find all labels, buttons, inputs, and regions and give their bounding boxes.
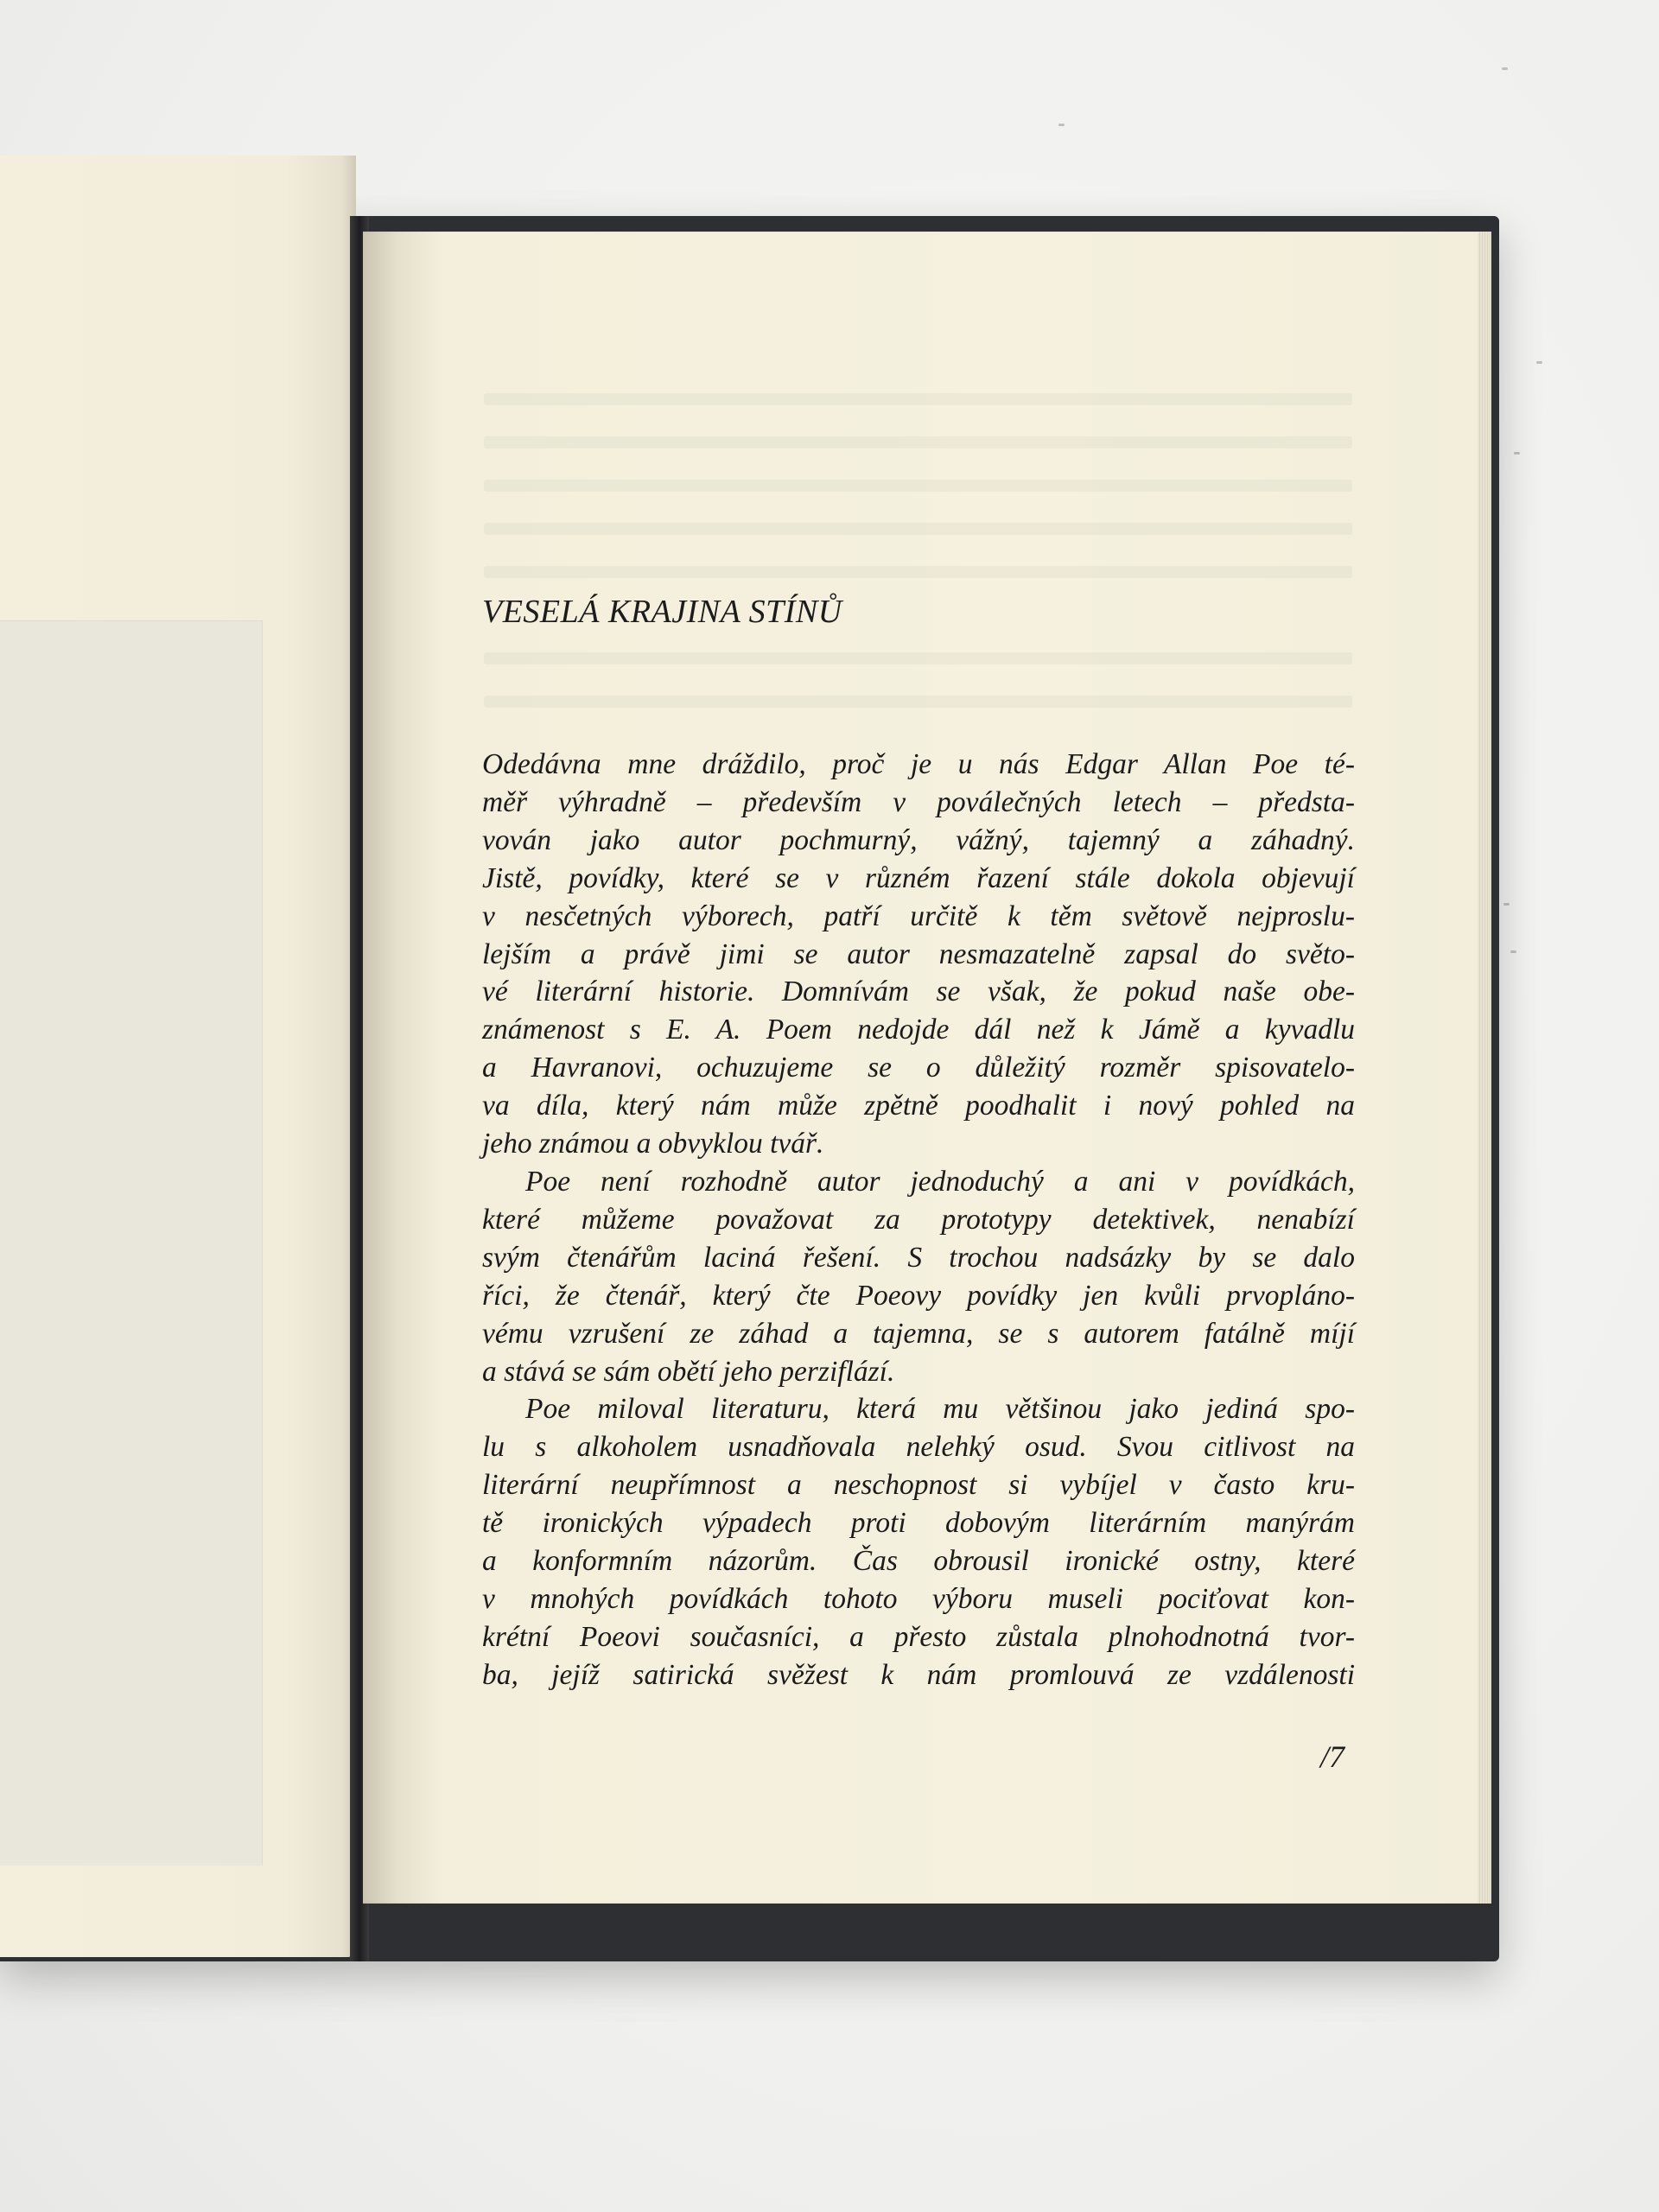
chapter-title: VESELÁ KRAJINA STÍNŮ xyxy=(482,594,842,630)
paragraph xyxy=(482,746,1355,1163)
text-line: které můžeme považovat za prototypy detektivek, nenabízí xyxy=(482,1203,1355,1236)
show-through-text xyxy=(484,436,1352,448)
left-page-illustration xyxy=(0,620,263,1866)
text-line: Jistě, povídky, které se v různém řazení stále dokola objevují xyxy=(482,861,1355,894)
text-line: Poe miloval literaturu, která mu většinou jako jediná spo- xyxy=(525,1393,1355,1426)
text-line: svým čtenářům laciná řešení. S trochou nadsázky by se dalo xyxy=(482,1241,1355,1274)
text-line: va díla, který nám může zpětně poodhalit i nový pohled na xyxy=(482,1090,1355,1122)
text-line: tě ironických výpadech proti dobovým literárním manýrám xyxy=(482,1507,1355,1540)
text-line: lu s alkoholem usnadňovala nelehký osud. Svou citlivost na xyxy=(482,1431,1355,1464)
text-line: v nesčetných výborech, patří určitě k těm světově nejproslu- xyxy=(482,899,1355,932)
table-speck xyxy=(1502,67,1508,70)
show-through-text xyxy=(484,696,1352,708)
text-line: a konformním názorům. Čas obrousil ironické ostny, které xyxy=(482,1545,1355,1578)
table-speck xyxy=(1510,950,1516,953)
text-line: jeho známou a obvyklou tvář. xyxy=(482,1128,824,1160)
text-line: a stává se sám obětí jeho perziflází. xyxy=(482,1355,895,1388)
text-line: literární neupřímnost a neschopnost si vybíjel v často kru- xyxy=(482,1469,1355,1502)
table-speck xyxy=(1514,452,1520,454)
text-line: vému vzrušení ze záhad a tajemna, se s autorem fatálně míjí xyxy=(482,1317,1355,1350)
table-speck xyxy=(1536,361,1542,364)
page-number: /7 xyxy=(1320,1739,1345,1774)
text-line: Odedávna mne dráždilo, proč je u nás Edgar Allan Poe té- xyxy=(482,748,1355,780)
text-line: známenost s E. A. Poem nedojde dál než k Jámě a kyvadlu xyxy=(482,1014,1355,1046)
show-through-text xyxy=(484,480,1352,492)
text-line: v mnohých povídkách tohoto výboru museli pociťovat kon- xyxy=(482,1582,1355,1615)
paragraph xyxy=(482,1163,1355,1390)
show-through-text xyxy=(484,566,1352,578)
page-edges xyxy=(1478,232,1491,1904)
text-line: lejším a právě jimi se autor nesmazatelně zapsal do světo- xyxy=(482,938,1355,970)
table-speck xyxy=(1503,903,1510,906)
show-through-text xyxy=(484,652,1352,664)
text-line: ba, jejíž satirická svěžest k nám promlouvá ze vzdálenosti xyxy=(482,1658,1355,1691)
show-through-text xyxy=(484,393,1352,405)
text-line: měř výhradně – především v poválečných letech – předsta- xyxy=(482,785,1355,818)
text-line: Poe není rozhodně autor jednoduchý a ani v povídkách, xyxy=(525,1165,1355,1198)
text-line: vé literární historie. Domnívám se však, že pokud naše obe- xyxy=(482,976,1355,1008)
text-line: vován jako autor pochmurný, vážný, tajemný a záhadný. xyxy=(482,823,1355,856)
table-speck xyxy=(1058,124,1065,126)
paragraph xyxy=(482,1390,1355,1694)
text-line: říci, že čtenář, který čte Poeovy povídky jen kvůli prvopláno- xyxy=(482,1279,1355,1312)
text-line: krétní Poeovi současníci, a přesto zůstala plnohodnotná tvor- xyxy=(482,1620,1355,1653)
body-text xyxy=(482,746,1355,1694)
show-through-text xyxy=(484,523,1352,535)
text-line: a Havranovi, ochuzujeme se o důležitý rozměr spisovatelo- xyxy=(482,1052,1355,1084)
left-page xyxy=(0,156,356,1957)
